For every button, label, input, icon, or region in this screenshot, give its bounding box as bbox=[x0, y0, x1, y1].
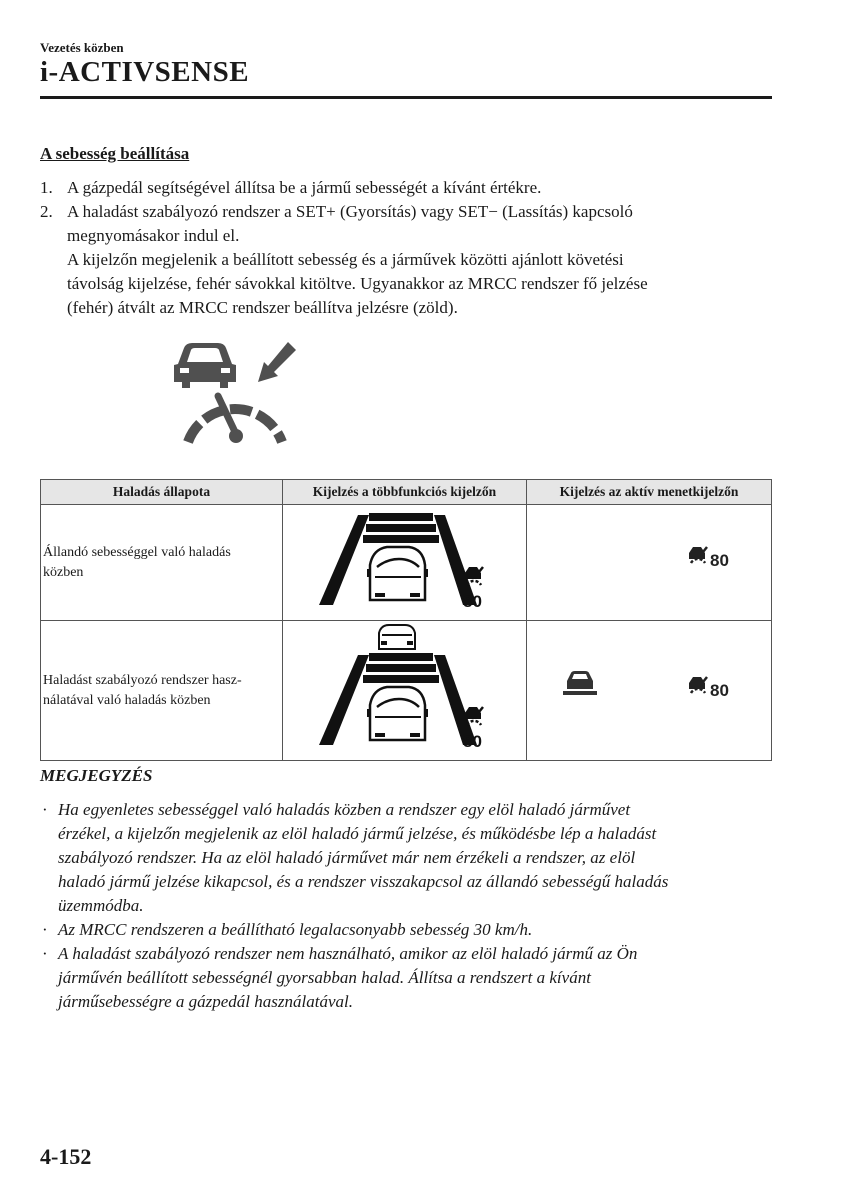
note-text: Ha egyenletes sebességgel való haladás közben a rendszer egy elöl haladó járművet bbox=[58, 800, 631, 819]
mfd-road-graphic bbox=[283, 505, 526, 615]
mfd-display-cell bbox=[283, 621, 527, 761]
note-text: érzékel, a kijelzőn megjelenik az elöl haladó jármű jelzése, és működésbe lép a haladást bbox=[58, 824, 657, 843]
table-row bbox=[41, 505, 772, 621]
step-text: (fehér) átvált az MRCC rendszer beállítva jelzésre (zöld). bbox=[67, 298, 458, 317]
bullet: · bbox=[42, 800, 48, 819]
section-label: Vezetés közben bbox=[40, 40, 124, 55]
note-text: járműsebességre a gázpedál használatával. bbox=[58, 992, 353, 1011]
step-text: megnyomásakor indul el. bbox=[67, 226, 240, 245]
bullet: · bbox=[42, 920, 48, 939]
mfd-road-graphic bbox=[283, 621, 526, 755]
adu-display-cell bbox=[527, 621, 772, 761]
adu-graphic bbox=[527, 621, 771, 755]
adu-display-cell bbox=[527, 505, 772, 621]
own-car-icon bbox=[367, 687, 428, 740]
step-text: A haladást szabályozó rendszer a SET+ (Gyorsítás) vagy SET− (Lassítás) kapcsoló bbox=[67, 202, 633, 221]
adu-speed-text: 80 bbox=[710, 681, 729, 700]
lead-vehicle-icon bbox=[563, 671, 597, 695]
mrcc-indicator-icon bbox=[465, 567, 483, 585]
step-text: A gázpedál segítségével állítsa be a jármű sebességét a kívánt értékre. bbox=[67, 178, 542, 197]
step-number: 1. bbox=[40, 178, 53, 197]
step-1 bbox=[40, 176, 772, 200]
table-row bbox=[41, 621, 772, 761]
state-cell bbox=[41, 505, 283, 621]
step-text: távolság kijelzése, fehér sávokkal kitöltve. Ugyanakkor az MRCC rendszer fő jelzése bbox=[67, 274, 648, 293]
set-speed-text: 80 bbox=[463, 592, 482, 611]
title-rule bbox=[40, 96, 772, 99]
lead-vehicle-icon bbox=[379, 625, 415, 649]
table-header: Haladás állapota bbox=[41, 480, 283, 505]
mrcc-indicator-icon bbox=[689, 677, 707, 693]
mrcc-set-icon bbox=[170, 338, 300, 455]
step-text: A kijelzőn megjelenik a beállított sebesség és a járművek közötti ajánlott követési bbox=[67, 250, 624, 269]
subheading: A sebesség beállítása bbox=[40, 144, 190, 163]
steps-list bbox=[40, 176, 772, 320]
note-item bbox=[42, 918, 782, 942]
state-text: nálatával való haladás közben bbox=[43, 692, 211, 708]
table-header: Kijelzés az aktív menetkijelzőn bbox=[527, 480, 772, 505]
status-table bbox=[40, 479, 772, 761]
adu-speed-text: 80 bbox=[710, 551, 729, 570]
note-text: üzemmódba. bbox=[58, 896, 144, 915]
note-text: A haladást szabályozó rendszer nem használható, amikor az elöl haladó jármű az Ön bbox=[58, 944, 638, 963]
own-car-icon bbox=[367, 547, 428, 600]
note-heading: MEGJEGYZÉS bbox=[40, 766, 153, 785]
set-speed-text: 80 bbox=[463, 732, 482, 751]
adu-graphic bbox=[527, 505, 771, 615]
page-title: i-ACTIVSENSE bbox=[40, 56, 250, 88]
note-item bbox=[42, 942, 782, 1014]
bullet: · bbox=[42, 944, 48, 963]
note-text: Az MRCC rendszeren a beállítható legalacsonyabb sebesség 30 km/h. bbox=[58, 920, 533, 939]
notes-list bbox=[42, 798, 782, 1014]
mrcc-indicator-icon bbox=[689, 547, 707, 563]
table-header: Kijelzés a többfunkciós kijelzőn bbox=[283, 480, 527, 505]
note-text: haladó jármű jelzése kikapcsol, és a rendszer visszakapcsol az állandó sebességű haladás bbox=[58, 872, 669, 891]
step-2 bbox=[40, 200, 772, 320]
page-number: 4-152 bbox=[40, 1144, 92, 1169]
note-text: járművén beállított sebességnél gyorsabban halad. Állítsa a rendszert a kívánt bbox=[58, 968, 591, 987]
note-item bbox=[42, 798, 782, 918]
state-text: közben bbox=[43, 564, 84, 580]
mfd-display-cell bbox=[283, 505, 527, 621]
state-text: Haladást szabályozó rendszer hasz- bbox=[43, 672, 242, 688]
state-cell bbox=[41, 621, 283, 761]
state-text: Állandó sebességgel való haladás bbox=[43, 544, 231, 560]
mrcc-indicator-icon bbox=[465, 707, 483, 725]
step-number: 2. bbox=[40, 202, 53, 221]
note-text: szabályozó rendszer. Ha az elöl haladó járművet már nem érzékeli a rendszer, az elöl bbox=[58, 848, 636, 867]
